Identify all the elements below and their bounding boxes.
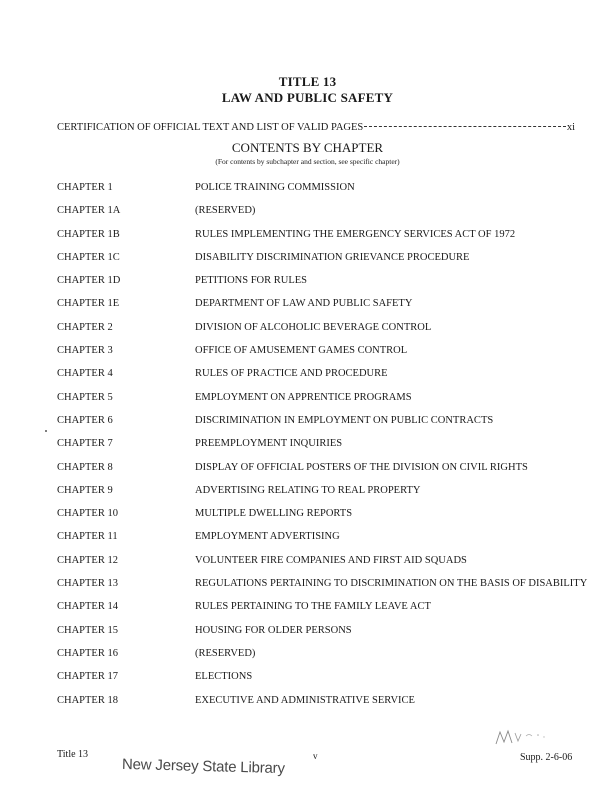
contents-heading: CONTENTS BY CHAPTER — [231, 140, 384, 155]
chapter-title: RULES PERTAINING TO THE FAMILY LEAVE ACT — [195, 601, 431, 613]
chapter-title: DISABILITY DISCRIMINATION GRIEVANCE PROCEDURE — [195, 251, 470, 263]
chapter-number: CHAPTER 6 — [57, 414, 113, 426]
chapter-number: CHAPTER 16 — [57, 647, 118, 659]
chapter-title: ADVERTISING RELATING TO REAL PROPERTY — [195, 484, 421, 496]
chapter-number: CHAPTER 12 — [57, 554, 118, 566]
chapter-row — [57, 670, 577, 693]
chapter-number: CHAPTER 1C — [57, 251, 120, 263]
chapter-title: DEPARTMENT OF LAW AND PUBLIC SAFETY — [195, 298, 413, 310]
chapter-number: CHAPTER 11 — [57, 531, 118, 543]
chapter-row — [57, 344, 577, 367]
chapter-row — [57, 577, 588, 600]
chapter-number: CHAPTER 1B — [57, 228, 120, 240]
chapter-number: CHAPTER 18 — [57, 694, 118, 706]
chapter-number: CHAPTER 9 — [57, 484, 113, 496]
certification-page: xi — [566, 122, 575, 133]
title-number: TITLE 13 — [278, 74, 337, 89]
certification-label: CERTIFICATION OF OFFICIAL TEXT AND LIST OF VALID PAGES — [57, 122, 364, 133]
chapter-row — [57, 694, 577, 717]
chapter-title: PREEMPLOYMENT INQUIRIES — [195, 438, 343, 450]
chapter-number: CHAPTER 4 — [57, 368, 113, 380]
chapter-title: EXECUTIVE AND ADMINISTRATIVE SERVICE — [195, 694, 415, 706]
contents-note: (For contents by subchapter and section, see specific chapter) — [215, 157, 400, 166]
certification-line — [57, 117, 575, 133]
chapter-title: (RESERVED) — [195, 205, 256, 217]
footer-title: Title 13 — [57, 749, 89, 760]
scan-speck — [45, 430, 47, 432]
chapter-title: (RESERVED) — [195, 647, 256, 659]
chapter-title: OFFICE OF AMUSEMENT GAMES CONTROL — [195, 345, 408, 357]
chapter-title: VOLUNTEER FIRE COMPANIES AND FIRST AID SQUADS — [195, 554, 467, 566]
chapter-number: CHAPTER 15 — [57, 624, 118, 636]
chapter-title: MULTIPLE DWELLING REPORTS — [195, 508, 353, 520]
supplement-date: Supp. 2-6-06 — [520, 752, 573, 763]
page-number: v — [313, 751, 318, 761]
chapter-row — [57, 251, 577, 274]
chapter-row — [57, 600, 577, 623]
chapter-row — [57, 437, 577, 460]
chapter-title: HOUSING FOR OLDER PERSONS — [195, 624, 352, 636]
chapter-number: CHAPTER 2 — [57, 321, 113, 333]
dot-leader — [364, 114, 566, 127]
chapter-number: CHAPTER 13 — [57, 578, 118, 590]
chapter-number: CHAPTER 10 — [57, 508, 118, 520]
chapter-title: ELECTIONS — [195, 671, 253, 683]
chapter-row — [57, 414, 577, 437]
chapter-row — [57, 391, 577, 414]
chapter-row — [57, 484, 577, 507]
chapter-row — [57, 647, 577, 670]
chapter-row — [57, 274, 577, 297]
chapter-title: REGULATIONS PERTAINING TO DISCRIMINATION ON THE BASIS OF DISABILITY — [195, 578, 588, 590]
chapter-number: CHAPTER 1D — [57, 275, 121, 287]
chapter-number: CHAPTER 3 — [57, 345, 113, 357]
chapter-row — [57, 554, 577, 577]
chapter-row — [57, 297, 577, 320]
chapter-row — [57, 228, 577, 251]
chapter-title: EMPLOYMENT ON APPRENTICE PROGRAMS — [195, 391, 412, 403]
chapter-row — [57, 321, 577, 344]
title-subject: LAW AND PUBLIC SAFETY — [221, 90, 394, 105]
chapter-title: EMPLOYMENT ADVERTISING — [195, 531, 340, 543]
chapter-number: CHAPTER 17 — [57, 671, 118, 683]
chapter-number: CHAPTER 1 — [57, 182, 113, 193]
chapter-number: CHAPTER 14 — [57, 601, 118, 613]
chapter-number: CHAPTER 8 — [57, 461, 113, 473]
chapter-number: CHAPTER 1A — [57, 205, 121, 217]
chapter-title: DISPLAY OF OFFICIAL POSTERS OF THE DIVISION ON CIVIL RIGHTS — [195, 461, 528, 473]
chapter-row — [57, 367, 577, 390]
chapter-title: RULES OF PRACTICE AND PROCEDURE — [195, 368, 388, 380]
chapter-row — [57, 181, 577, 204]
title-block — [0, 74, 615, 106]
handwritten-initials — [494, 724, 554, 748]
chapter-title: POLICE TRAINING COMMISSION — [195, 182, 355, 193]
chapter-title: DISCRIMINATION IN EMPLOYMENT ON PUBLIC CONTRACTS — [195, 414, 494, 426]
library-stamp: New Jersey State Library — [121, 755, 285, 778]
chapter-row — [57, 624, 577, 647]
chapter-title: PETITIONS FOR RULES — [195, 275, 308, 287]
chapter-row — [57, 461, 577, 484]
chapter-list — [57, 181, 588, 717]
chapter-number: CHAPTER 5 — [57, 391, 113, 403]
chapter-row — [57, 204, 577, 227]
chapter-title: DIVISION OF ALCOHOLIC BEVERAGE CONTROL — [195, 321, 432, 333]
chapter-number: CHAPTER 1E — [57, 298, 120, 310]
chapter-row — [57, 530, 577, 553]
chapter-number: CHAPTER 7 — [57, 438, 113, 450]
chapter-title: RULES IMPLEMENTING THE EMERGENCY SERVICES ACT OF 1972 — [195, 228, 516, 240]
chapter-row — [57, 507, 577, 530]
